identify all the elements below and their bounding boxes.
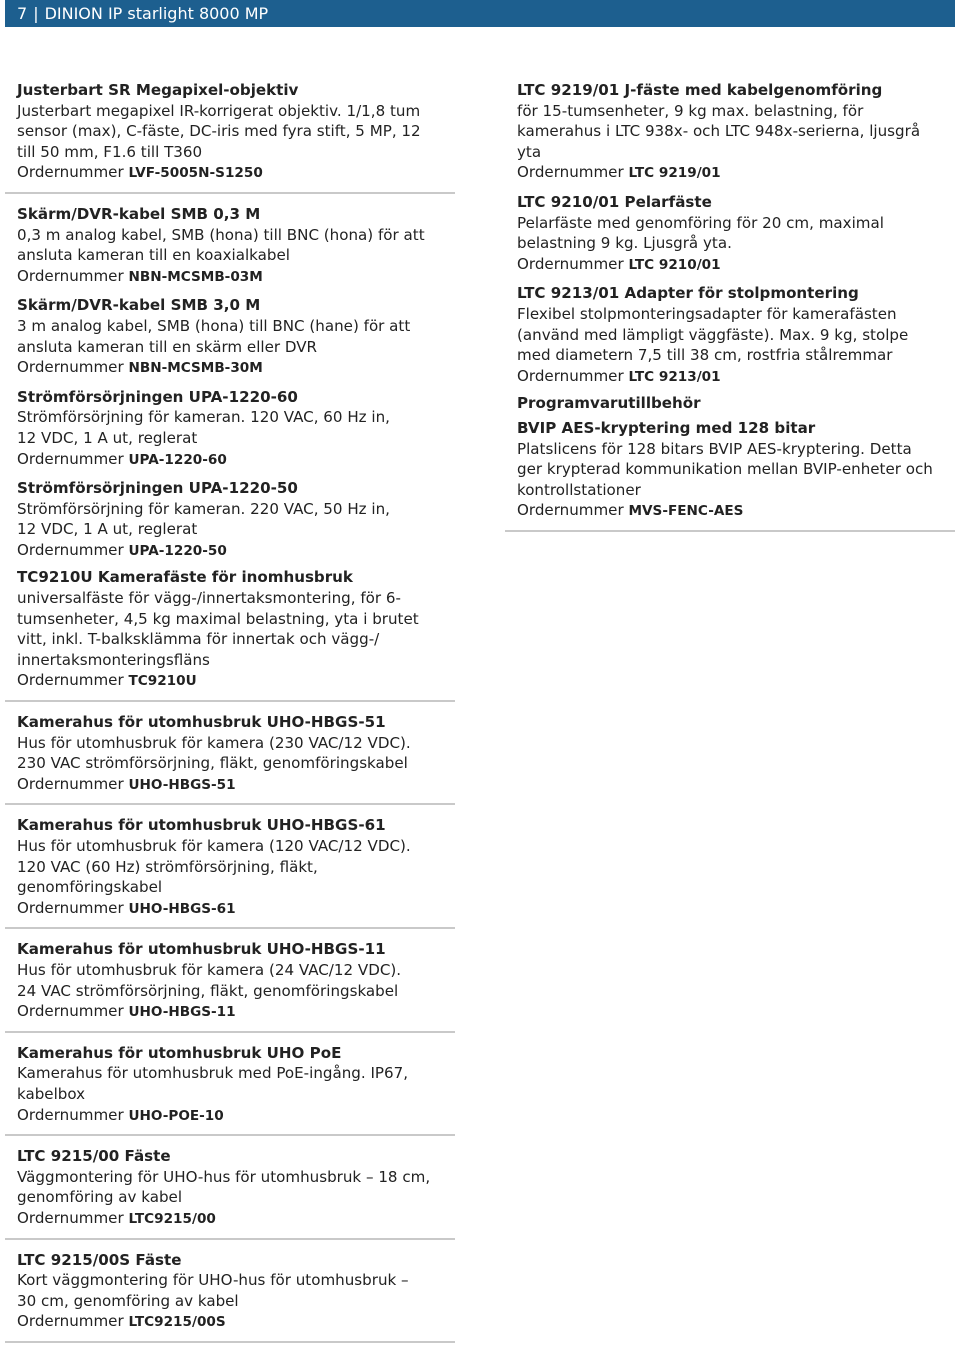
- accessory-entry: [517, 80, 955, 184]
- order-number: [17, 357, 457, 379]
- entry-description-line: 30 cm, genomföring av kabel: [17, 1291, 239, 1310]
- entry-description-line: kamerahus i LTC 938x- och LTC 948x-serierna, ljusgrå: [517, 122, 921, 141]
- order-label: Ordernummer: [517, 366, 624, 385]
- accessory-entry: [17, 478, 457, 561]
- entry-description-line: Justerbart megapixel IR-korrigerat objektiv. 1/1,8 tum: [17, 101, 421, 120]
- order-code: UHO-POE-10: [128, 1107, 224, 1124]
- accessory-entry: [17, 939, 457, 1032]
- order-number: [17, 266, 457, 288]
- accessory-entry: [17, 567, 457, 702]
- order-label: Ordernummer: [517, 501, 624, 520]
- entry-description-line: Hus för utomhusbruk för kamera (230 VAC/12 VDC).: [17, 733, 411, 752]
- accessory-entry: [517, 283, 955, 387]
- order-code: LTC9215/00: [128, 1210, 216, 1227]
- order-label: Ordernummer: [17, 774, 124, 793]
- entry-description-line: ger krypterad kommunikation mellan BVIP-enheter och: [517, 460, 933, 479]
- entry-description-line: 0,3 m analog kabel, SMB (hona) till BNC (hona) för att: [17, 225, 425, 244]
- entry-title: Strömförsörjningen UPA-1220-60: [17, 387, 298, 406]
- accessory-entry: [17, 1146, 457, 1239]
- order-label: Ordernummer: [17, 1002, 124, 1021]
- entry-title: TC9210U Kamerafäste för inomhusbruk: [17, 568, 353, 587]
- entry-description-line: genomföring av kabel: [17, 1188, 183, 1207]
- entry-description-line: Hus för utomhusbruk för kamera (24 VAC/12 VDC).: [17, 960, 402, 979]
- order-code: UPA-1220-50: [128, 542, 227, 559]
- entry-description-line: 120 VAC (60 Hz) strömförsörjning, fläkt,: [17, 857, 318, 876]
- order-code: UHO-HBGS-11: [128, 1004, 236, 1021]
- order-number: [17, 670, 457, 692]
- order-number: [517, 500, 955, 522]
- order-code: NBN-MCSMB-03M: [128, 268, 263, 285]
- entry-description-line: vitt, inkl. T-balksklämma för innertak och vägg-/: [17, 630, 380, 649]
- accessory-entry: [17, 204, 457, 287]
- accessory-entry: [17, 815, 457, 929]
- entry-description-line: 3 m analog kabel, SMB (hona) till BNC (hane) för att: [17, 316, 411, 335]
- order-number: [517, 162, 955, 184]
- entry-description-line: till 50 mm, F1.6 till T360: [17, 142, 203, 161]
- entry-title: Kamerahus för utomhusbruk UHO PoE: [17, 1043, 342, 1062]
- order-code: MVS-FENC-AES: [628, 503, 744, 520]
- entry-description-line: 12 VDC, 1 A ut, reglerat: [17, 428, 198, 447]
- entry-title: LTC 9215/00 Fäste: [17, 1147, 171, 1166]
- entry-description-line: belastning 9 kg. Ljusgrå yta.: [517, 234, 732, 253]
- order-number: [17, 898, 457, 920]
- header-separator: |: [33, 4, 39, 23]
- entry-description-line: Pelarfäste med genomföring för 20 cm, maximal: [517, 213, 884, 232]
- entry-description-line: Hus för utomhusbruk för kamera (120 VAC/12 VDC).: [17, 837, 411, 855]
- entry-description-line: universalfäste för vägg-/innertaksmontering, för 6-: [17, 589, 401, 608]
- order-label: Ordernummer: [17, 266, 124, 285]
- order-number: [17, 1001, 457, 1023]
- entry-description-line: 230 VAC strömförsörjning, fläkt, genomföringskabel: [17, 754, 408, 773]
- order-label: Ordernummer: [17, 1208, 124, 1227]
- section-heading: [517, 393, 955, 414]
- entry-description-line: innertaksmonteringsfläns: [17, 650, 210, 669]
- entry-title: Justerbart SR Megapixel-objektiv: [17, 81, 299, 99]
- entry-title: Skärm/DVR-kabel SMB 0,3 M: [17, 204, 261, 223]
- entry-description-line: Strömförsörjning för kameran. 220 VAC, 50 Hz in,: [17, 499, 390, 518]
- accessory-entry: [517, 192, 955, 275]
- entry-description-line: Kamerahus för utomhusbruk med PoE-ingång. IP67,: [17, 1064, 409, 1083]
- entry-description-line: genomföringskabel: [17, 878, 163, 897]
- entry-title: Kamerahus för utomhusbruk UHO-HBGS-11: [17, 940, 386, 959]
- order-label: Ordernummer: [17, 1312, 124, 1331]
- entry-title: BVIP AES-kryptering med 128 bitar: [517, 418, 816, 437]
- accessory-entry: [17, 80, 457, 194]
- entry-description-line: 24 VAC strömförsörjning, fläkt, genomföringskabel: [17, 981, 399, 1000]
- entry-description-line: Strömförsörjning för kameran. 120 VAC, 60 Hz in,: [17, 408, 390, 427]
- entry-description-line: Flexibel stolpmonteringsadapter för kamerafästen: [517, 304, 897, 323]
- entry-title: LTC 9215/00S Fäste: [17, 1250, 182, 1269]
- order-code: UHO-HBGS-61: [128, 900, 236, 917]
- accessory-entry: [17, 387, 457, 470]
- order-number: [17, 540, 457, 562]
- entry-title: LTC 9219/01 J-fäste med kabelgenomföring: [517, 81, 883, 99]
- page-header: [5, 0, 955, 27]
- order-label: Ordernummer: [17, 358, 124, 377]
- order-number: [517, 366, 955, 388]
- entry-description-line: (använd med lämpligt väggfäste). Max. 9 kg, stolpe: [517, 325, 909, 344]
- order-label: Ordernummer: [17, 1105, 124, 1124]
- entry-title: LTC 9210/01 Pelarfäste: [517, 192, 712, 211]
- order-code: UPA-1220-60: [128, 451, 227, 468]
- entry-description-line: med diametern 7,5 till 38 cm, rostfria stålremmar: [517, 346, 893, 365]
- order-code: LTC 9210/01: [628, 256, 721, 273]
- section-title: Programvarutillbehör: [517, 394, 701, 413]
- entry-description-line: kabelbox: [17, 1084, 86, 1103]
- order-number: [17, 449, 457, 471]
- right-column: [517, 80, 955, 542]
- order-code: LTC9215/00S: [128, 1314, 226, 1331]
- order-label: Ordernummer: [17, 671, 124, 690]
- order-code: UHO-HBGS-51: [128, 776, 236, 793]
- entry-description-line: för 15-tumsenheter, 9 kg max. belastning, för: [517, 101, 864, 120]
- order-number: [17, 774, 457, 796]
- entry-title: Kamerahus för utomhusbruk UHO-HBGS-51: [17, 713, 386, 732]
- order-label: Ordernummer: [17, 449, 124, 468]
- accessory-entry: [17, 1250, 457, 1343]
- order-code: LVF-5005N-S1250: [128, 165, 263, 182]
- accessory-entry: [517, 418, 955, 532]
- order-code: NBN-MCSMB-30M: [128, 360, 263, 377]
- entry-description-line: kontrollstationer: [517, 480, 641, 499]
- entry-description-line: 12 VDC, 1 A ut, reglerat: [17, 520, 198, 539]
- accessory-entry: [17, 295, 457, 378]
- accessory-entry: [17, 1043, 457, 1136]
- entry-description-line: Kort väggmontering för UHO-hus för utomhusbruk –: [17, 1271, 409, 1290]
- entry-description-line: Platslicens för 128 bitars BVIP AES-kryptering. Detta: [517, 439, 912, 458]
- entry-description-line: Väggmontering för UHO-hus för utomhusbruk – 18 cm,: [17, 1167, 431, 1186]
- entry-title: Kamerahus för utomhusbruk UHO-HBGS-61: [17, 816, 386, 835]
- entry-description-line: tumsenheter, 4,5 kg maximal belastning, yta i brutet: [17, 609, 419, 628]
- order-label: Ordernummer: [17, 163, 124, 182]
- order-number: [17, 162, 457, 184]
- order-number: [17, 1208, 457, 1230]
- order-label: Ordernummer: [517, 254, 624, 273]
- product-name: DINION IP starlight 8000 MP: [44, 4, 269, 23]
- entry-title: Skärm/DVR-kabel SMB 3,0 M: [17, 296, 261, 315]
- entry-title: Strömförsörjningen UPA-1220-50: [17, 479, 298, 498]
- left-column: [17, 80, 457, 1353]
- order-number: [17, 1105, 457, 1127]
- entry-title: LTC 9213/01 Adapter för stolpmontering: [517, 284, 859, 303]
- entry-description-line: yta: [517, 142, 542, 161]
- order-label: Ordernummer: [17, 540, 124, 559]
- order-code: LTC 9219/01: [628, 165, 721, 182]
- order-number: [517, 254, 955, 276]
- entry-description-line: ansluta kameran till en koaxialkabel: [17, 246, 290, 265]
- order-number: [17, 1311, 457, 1333]
- order-label: Ordernummer: [517, 163, 624, 182]
- entry-description-line: sensor (max), C-fäste, DC-iris med fyra stift, 5 MP, 12: [17, 122, 421, 141]
- entry-description-line: ansluta kameran till en skärm eller DVR: [17, 337, 318, 356]
- order-code: LTC 9213/01: [628, 368, 721, 385]
- order-code: TC9210U: [128, 673, 197, 690]
- accessory-entry: [17, 712, 457, 805]
- page-number: 7: [17, 4, 28, 23]
- order-label: Ordernummer: [17, 898, 124, 917]
